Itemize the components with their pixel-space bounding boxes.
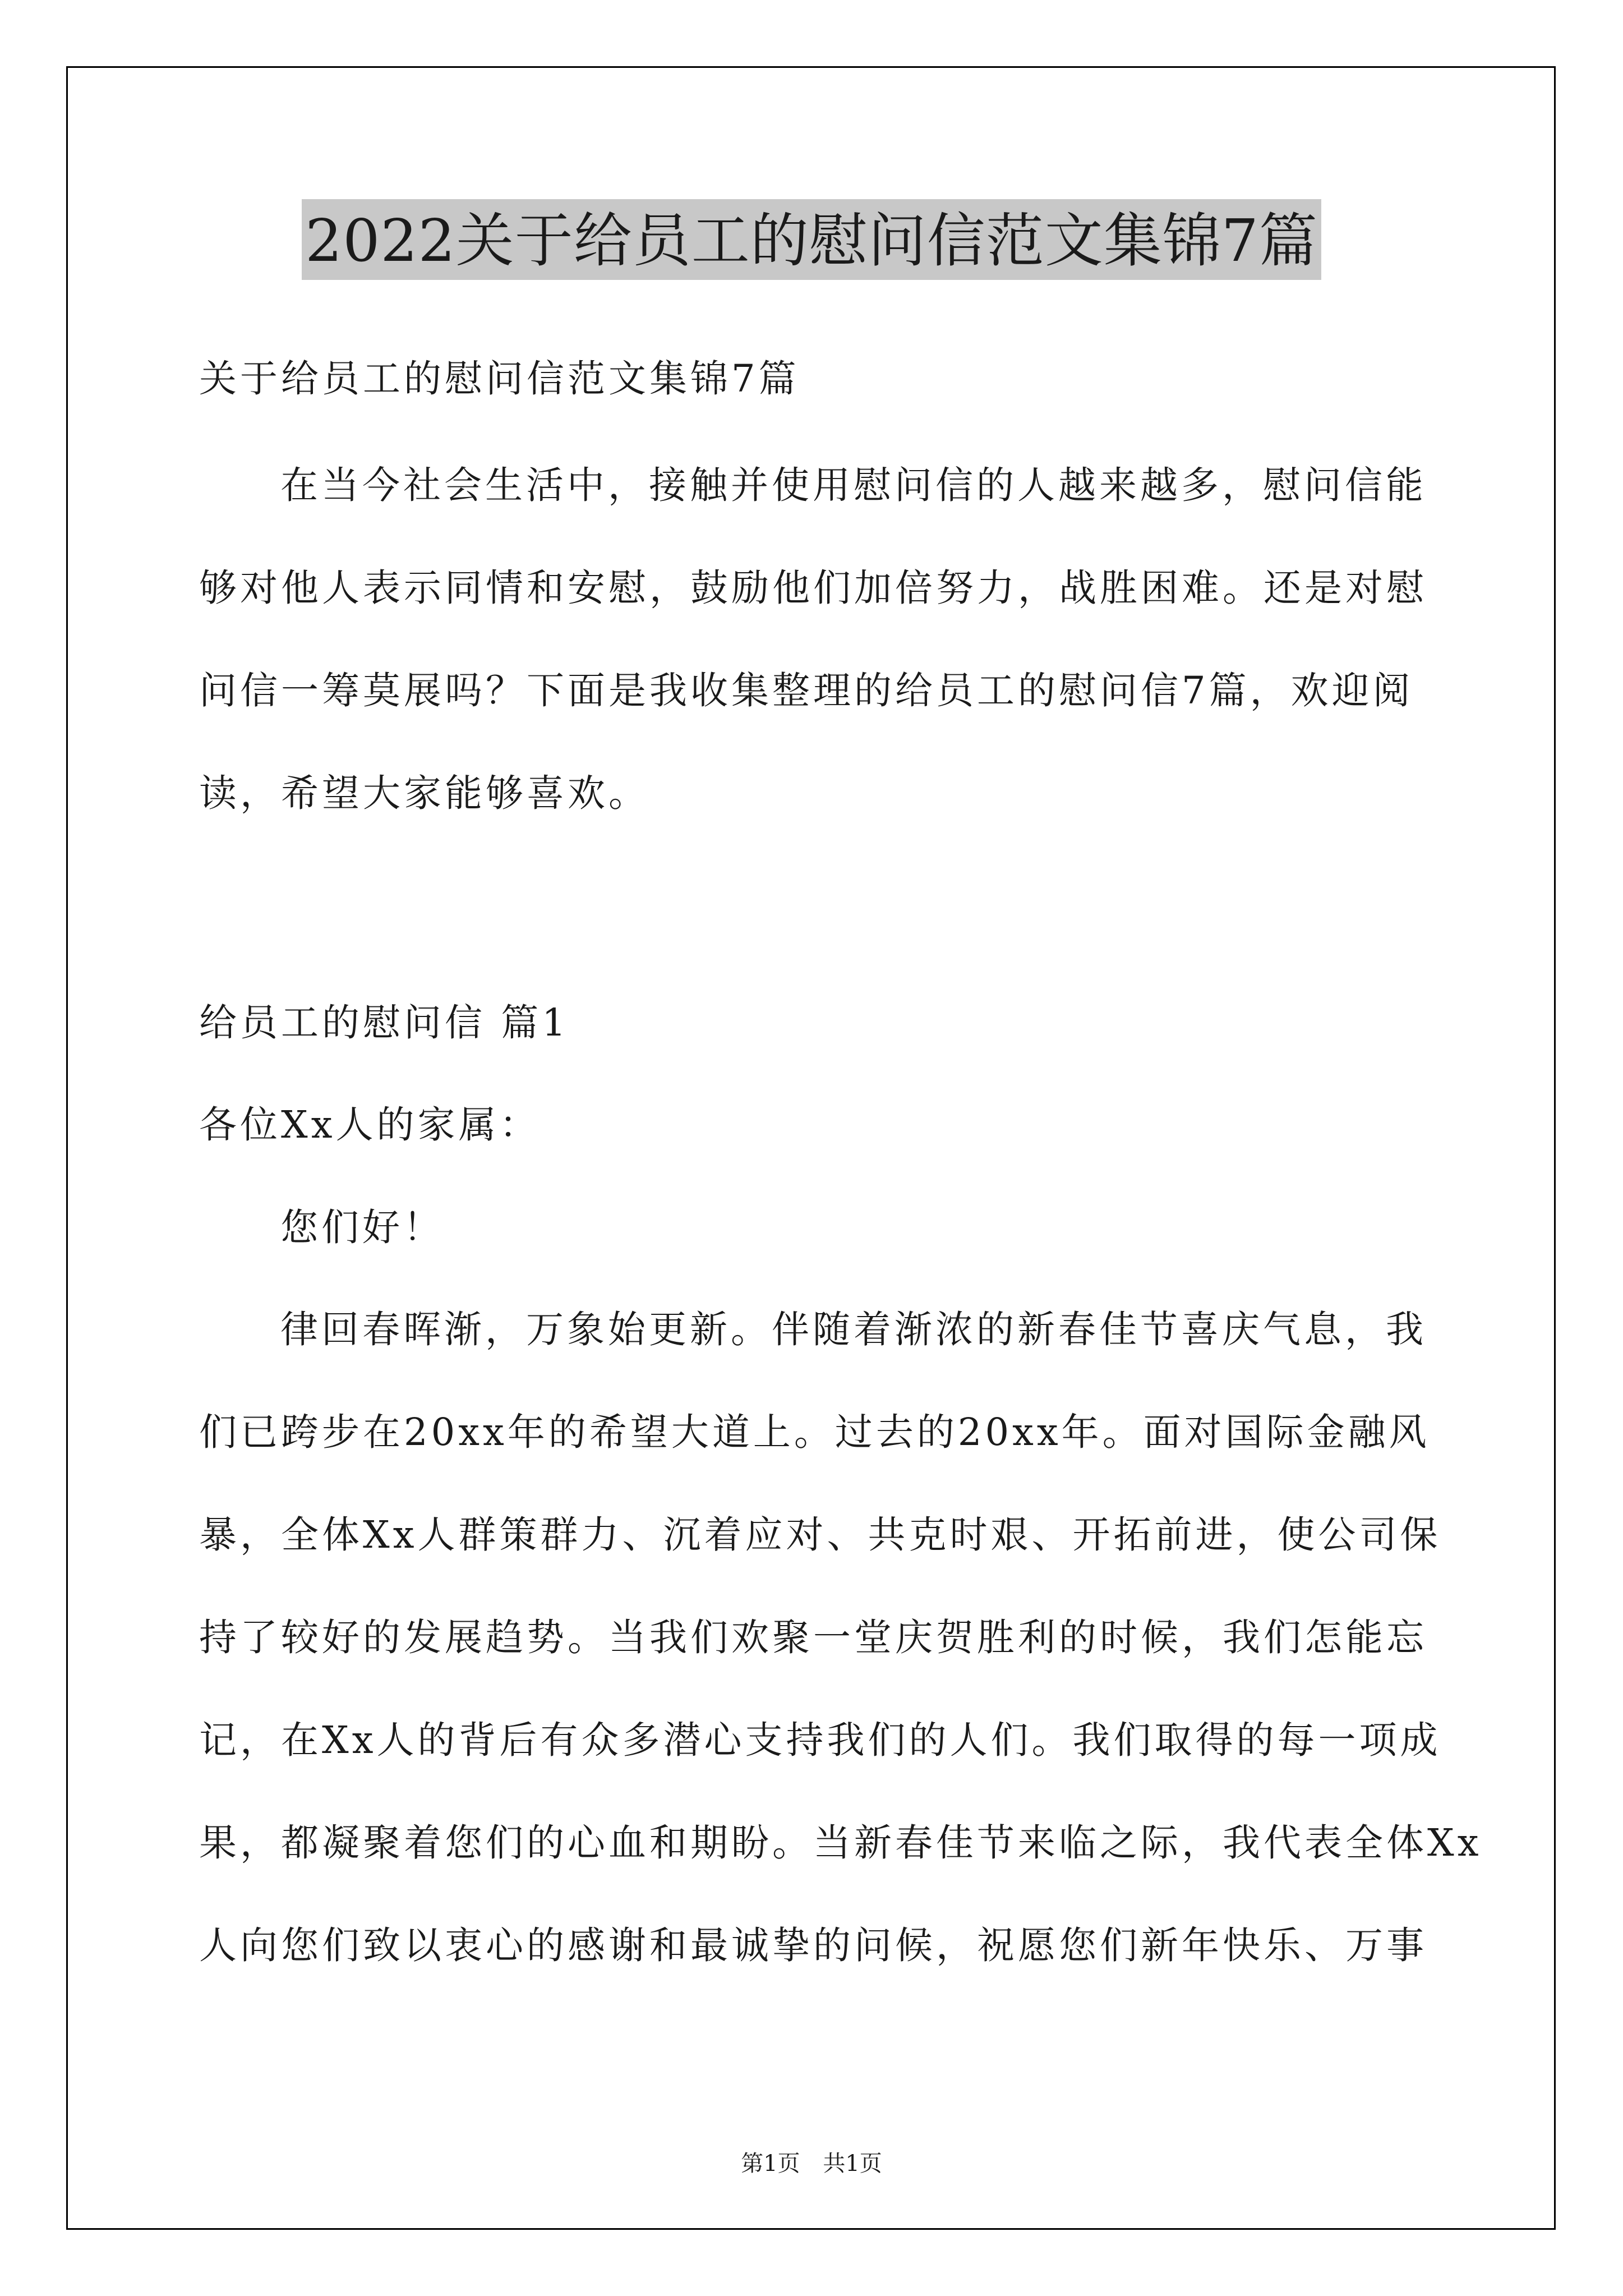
section-heading: 给员工的慰问信 篇1 bbox=[199, 1001, 569, 1045]
page-number: 第1页 bbox=[741, 2151, 800, 2177]
body-line-3: 暴，全体Xx人群策群力、沉着应对、共克时艰、开拓前进，使公司保 bbox=[199, 1513, 1441, 1557]
body-line-6: 果，都凝聚着您们的心血和期盼。当新春佳节来临之际，我代表全体Xx bbox=[199, 1821, 1482, 1865]
intro-line-1: 在当今社会生活中，接触并使用慰问信的人越来越多，慰问信能 bbox=[280, 463, 1427, 507]
page-footer bbox=[0, 2148, 1623, 2179]
body-line-1: 律回春晖渐，万象始更新。伴随着渐浓的新春佳节喜庆气息，我 bbox=[280, 1308, 1427, 1351]
body-line-5: 记，在Xx人的背后有众多潜心支持我们的人们。我们取得的每一项成 bbox=[199, 1718, 1441, 1762]
document-title: 2022关于给员工的慰问信范文集锦7篇 bbox=[302, 199, 1321, 280]
intro-line-3: 问信一筹莫展吗？下面是我收集整理的给员工的慰问信7篇，欢迎阅 bbox=[199, 669, 1414, 712]
intro-line-2: 够对他人表示同情和安慰，鼓励他们加倍努力，战胜困难。还是对慰 bbox=[199, 566, 1427, 610]
intro-line-4: 读，希望大家能够喜欢。 bbox=[199, 771, 649, 815]
salutation: 各位Xx人的家属： bbox=[199, 1103, 541, 1147]
title-container bbox=[0, 199, 1623, 280]
document-subtitle: 关于给员工的慰问信范文集锦7篇 bbox=[199, 357, 800, 401]
greeting: 您们好！ bbox=[280, 1205, 444, 1249]
body-line-4: 持了较好的发展趋势。当我们欢聚一堂庆贺胜利的时候，我们怎能忘 bbox=[199, 1616, 1427, 1659]
body-line-2: 们已跨步在20xx年的希望大道上。过去的20xx年。面对国际金融风 bbox=[199, 1410, 1430, 1454]
body-line-7: 人向您们致以衷心的感谢和最诚挚的问候，祝愿您们新年快乐、万事 bbox=[199, 1924, 1427, 1967]
page-total: 共1页 bbox=[823, 2151, 882, 2177]
